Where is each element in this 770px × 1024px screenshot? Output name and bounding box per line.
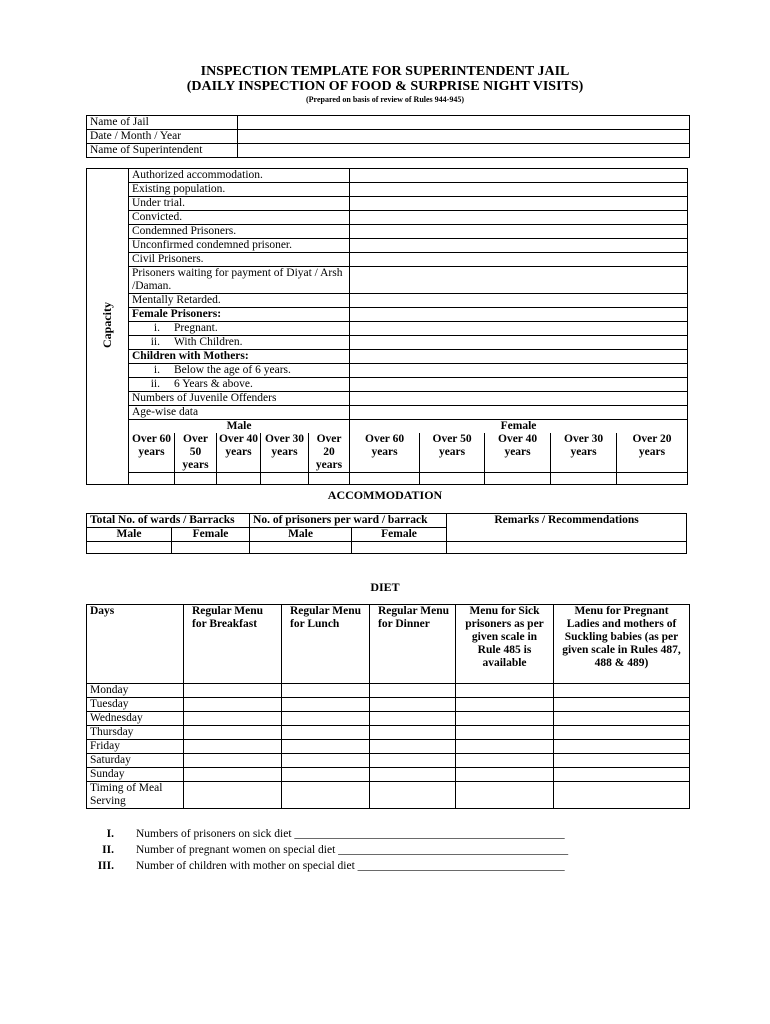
diet-input-cell[interactable] bbox=[282, 726, 370, 740]
male-age-header: Over 40 years bbox=[217, 433, 261, 473]
diet-input-cell[interactable] bbox=[370, 782, 456, 809]
diet-input-cell[interactable] bbox=[370, 712, 456, 726]
capacity-table bbox=[86, 168, 688, 485]
age-value-cell[interactable] bbox=[175, 473, 217, 485]
diet-input-cell[interactable] bbox=[184, 768, 282, 782]
diet-column-header: Regular Menu for Breakfast bbox=[184, 605, 282, 684]
input-cell[interactable] bbox=[352, 542, 447, 554]
footer-list bbox=[86, 826, 686, 874]
diet-input-cell[interactable] bbox=[370, 754, 456, 768]
capacity-row-label bbox=[129, 322, 350, 336]
male-group-header: Male bbox=[129, 420, 350, 434]
capacity-label-cell bbox=[87, 169, 129, 485]
row-text: Condemned Prisoners. bbox=[132, 225, 237, 237]
diet-input-cell[interactable] bbox=[184, 726, 282, 740]
diet-day-label: Monday bbox=[87, 684, 184, 698]
rules-note: (Prepared on basis of review of Rules 944-945) bbox=[306, 95, 464, 104]
capacity-row-label bbox=[129, 308, 350, 322]
capacity-row-label bbox=[129, 225, 350, 239]
female-group-header: Female bbox=[350, 420, 688, 434]
info-label: Date / Month / Year bbox=[87, 130, 238, 144]
capacity-row-label bbox=[129, 239, 350, 253]
prisoners-per-ward-header: No. of prisoners per ward / barrack bbox=[250, 514, 447, 528]
capacity-row-label bbox=[129, 267, 350, 294]
diet-column-header: Regular Menu for Dinner bbox=[370, 605, 456, 684]
age-value-cell[interactable] bbox=[350, 473, 420, 485]
diet-day-label: Timing of Meal Serving bbox=[87, 782, 184, 809]
diet-input-cell[interactable] bbox=[282, 684, 370, 698]
diet-input-cell[interactable] bbox=[184, 684, 282, 698]
diet-day-label: Tuesday bbox=[87, 698, 184, 712]
row-number: ii. bbox=[150, 336, 160, 348]
female-header: Female bbox=[172, 528, 250, 542]
capacity-row-label bbox=[129, 378, 350, 392]
row-text: Existing population. bbox=[132, 183, 226, 195]
age-value-cell[interactable] bbox=[485, 473, 551, 485]
diet-input-cell[interactable] bbox=[456, 754, 554, 768]
remarks-header: Remarks / Recommendations bbox=[447, 514, 687, 542]
capacity-value-cell[interactable] bbox=[350, 406, 688, 420]
capacity-value-cell[interactable] bbox=[350, 294, 688, 308]
diet-input-cell[interactable] bbox=[456, 740, 554, 754]
capacity-value-cell[interactable] bbox=[350, 364, 688, 378]
age-value-cell[interactable] bbox=[261, 473, 309, 485]
diet-input-cell[interactable] bbox=[554, 726, 690, 740]
diet-input-cell[interactable] bbox=[456, 712, 554, 726]
accommodation-table bbox=[86, 513, 687, 554]
footer-item bbox=[86, 858, 686, 874]
item-number: I. bbox=[106, 828, 114, 840]
capacity-value-cell[interactable] bbox=[350, 350, 688, 364]
capacity-value-cell[interactable] bbox=[350, 253, 688, 267]
capacity-value-cell[interactable] bbox=[350, 322, 688, 336]
diet-input-cell[interactable] bbox=[370, 726, 456, 740]
capacity-row-label bbox=[129, 350, 350, 364]
row-text: Female Prisoners: bbox=[132, 308, 222, 320]
female-age-header: Over 50 years bbox=[420, 433, 485, 473]
diet-input-cell[interactable] bbox=[554, 740, 690, 754]
item-number: III. bbox=[97, 860, 114, 872]
diet-input-cell[interactable] bbox=[282, 782, 370, 809]
input-cell[interactable] bbox=[447, 542, 687, 554]
row-text: Pregnant. bbox=[174, 322, 218, 334]
diet-input-cell[interactable] bbox=[370, 698, 456, 712]
diet-input-cell[interactable] bbox=[282, 740, 370, 754]
diet-input-cell[interactable] bbox=[456, 684, 554, 698]
capacity-row-label bbox=[129, 211, 350, 225]
item-number: II. bbox=[102, 844, 114, 856]
diet-day-label: Saturday bbox=[87, 754, 184, 768]
diet-input-cell[interactable] bbox=[456, 782, 554, 809]
diet-input-cell[interactable] bbox=[456, 768, 554, 782]
info-value-cell[interactable] bbox=[238, 144, 690, 158]
male-header: Male bbox=[250, 528, 352, 542]
diet-column-header: Menu for Pregnant Ladies and mothers of Suckling babies (as per given scale in Rules 487, 488 & 489) bbox=[554, 605, 690, 684]
input-cell[interactable] bbox=[87, 542, 172, 554]
capacity-value-cell[interactable] bbox=[350, 336, 688, 350]
capacity-row-label bbox=[129, 253, 350, 267]
male-age-header: Over 20 years bbox=[309, 433, 350, 473]
male-age-header: Over 30 years bbox=[261, 433, 309, 473]
diet-input-cell[interactable] bbox=[282, 754, 370, 768]
capacity-row-label bbox=[129, 406, 350, 420]
item-text[interactable]: Numbers of prisoners on sick diet _______________________________________________ bbox=[136, 828, 565, 840]
female-header: Female bbox=[352, 528, 447, 542]
diet-day-label: Friday bbox=[87, 740, 184, 754]
age-value-cell[interactable] bbox=[551, 473, 617, 485]
capacity-value-cell[interactable] bbox=[350, 267, 688, 294]
info-table bbox=[86, 115, 690, 158]
capacity-value-cell[interactable] bbox=[350, 308, 688, 322]
capacity-row-label bbox=[129, 392, 350, 406]
info-label: Name of Jail bbox=[87, 116, 238, 130]
capacity-value-cell[interactable] bbox=[350, 378, 688, 392]
input-cell[interactable] bbox=[172, 542, 250, 554]
male-age-header: Over 60 years bbox=[129, 433, 175, 473]
age-value-cell[interactable] bbox=[217, 473, 261, 485]
row-text: Children with Mothers: bbox=[132, 350, 249, 362]
item-text[interactable]: Number of pregnant women on special diet ________________________________________ bbox=[136, 844, 569, 856]
diet-input-cell[interactable] bbox=[370, 768, 456, 782]
diet-day-label: Sunday bbox=[87, 768, 184, 782]
female-age-header: Over 40 years bbox=[485, 433, 551, 473]
wards-header: Total No. of wards / Barracks bbox=[87, 514, 250, 528]
info-label: Name of Superintendent bbox=[87, 144, 238, 158]
capacity-row-label bbox=[129, 169, 350, 183]
diet-day-label: Wednesday bbox=[87, 712, 184, 726]
accommodation-heading: ACCOMMODATION bbox=[327, 488, 443, 502]
row-text: Prisoners waiting for payment of Diyat / Arsh /Daman. bbox=[132, 267, 343, 292]
diet-input-cell[interactable] bbox=[554, 782, 690, 809]
diet-input-cell[interactable] bbox=[184, 712, 282, 726]
footer-item bbox=[86, 842, 686, 858]
row-number: ii. bbox=[150, 378, 160, 390]
row-text: Numbers of Juvenile Offenders bbox=[132, 392, 277, 404]
capacity-value-cell[interactable] bbox=[350, 197, 688, 211]
diet-heading: DIET bbox=[370, 580, 400, 594]
age-value-cell[interactable] bbox=[129, 473, 175, 485]
footer-item bbox=[86, 826, 686, 842]
capacity-value-cell[interactable] bbox=[350, 169, 688, 183]
diet-input-cell[interactable] bbox=[184, 740, 282, 754]
capacity-row-label bbox=[129, 364, 350, 378]
diet-input-cell[interactable] bbox=[282, 768, 370, 782]
diet-input-cell[interactable] bbox=[554, 698, 690, 712]
row-text: Age-wise data bbox=[132, 406, 199, 418]
info-value-cell[interactable] bbox=[238, 130, 690, 144]
capacity-value-cell[interactable] bbox=[350, 392, 688, 406]
diet-input-cell[interactable] bbox=[554, 768, 690, 782]
diet-input-cell[interactable] bbox=[554, 684, 690, 698]
row-number: i. bbox=[153, 364, 160, 376]
female-age-header: Over 20 years bbox=[617, 433, 688, 473]
diet-input-cell[interactable] bbox=[554, 754, 690, 768]
diet-input-cell[interactable] bbox=[184, 782, 282, 809]
diet-input-cell[interactable] bbox=[184, 698, 282, 712]
diet-input-cell[interactable] bbox=[370, 740, 456, 754]
capacity-label: Capacity bbox=[100, 301, 114, 348]
male-header: Male bbox=[87, 528, 172, 542]
info-value-cell[interactable] bbox=[238, 116, 690, 130]
capacity-row-label bbox=[129, 197, 350, 211]
diet-input-cell[interactable] bbox=[456, 726, 554, 740]
capacity-value-cell[interactable] bbox=[350, 239, 688, 253]
page-title: INSPECTION TEMPLATE FOR SUPERINTENDENT JAIL bbox=[200, 64, 570, 79]
row-text: Civil Prisoners. bbox=[132, 253, 204, 265]
row-text: Mentally Retarded. bbox=[132, 294, 221, 306]
capacity-value-cell[interactable] bbox=[350, 211, 688, 225]
female-age-header: Over 30 years bbox=[551, 433, 617, 473]
capacity-row-label bbox=[129, 294, 350, 308]
diet-input-cell[interactable] bbox=[282, 712, 370, 726]
capacity-row-label bbox=[129, 183, 350, 197]
diet-input-cell[interactable] bbox=[456, 698, 554, 712]
diet-column-header: Days bbox=[87, 605, 184, 684]
diet-column-header: Regular Menu for Lunch bbox=[282, 605, 370, 684]
age-value-cell[interactable] bbox=[309, 473, 350, 485]
row-text: Authorized accommodation. bbox=[132, 169, 263, 181]
diet-column-header: Menu for Sick prisoners as per given scale in Rule 485 is available bbox=[456, 605, 554, 684]
female-age-header: Over 60 years bbox=[350, 433, 420, 473]
row-text: Under trial. bbox=[132, 197, 186, 209]
age-value-cell[interactable] bbox=[617, 473, 688, 485]
diet-input-cell[interactable] bbox=[370, 684, 456, 698]
diet-input-cell[interactable] bbox=[282, 698, 370, 712]
diet-table bbox=[86, 604, 690, 809]
age-value-cell[interactable] bbox=[420, 473, 485, 485]
capacity-value-cell[interactable] bbox=[350, 183, 688, 197]
page-subtitle: (DAILY INSPECTION OF FOOD & SURPRISE NIGHT VISITS) bbox=[186, 79, 584, 94]
diet-input-cell[interactable] bbox=[184, 754, 282, 768]
input-cell[interactable] bbox=[250, 542, 352, 554]
item-text[interactable]: Number of children with mother on special diet ____________________________________ bbox=[136, 860, 565, 872]
male-age-header: Over 50 years bbox=[175, 433, 217, 473]
diet-input-cell[interactable] bbox=[554, 712, 690, 726]
row-text: Below the age of 6 years. bbox=[174, 364, 291, 376]
capacity-value-cell[interactable] bbox=[350, 225, 688, 239]
row-number: i. bbox=[153, 322, 160, 334]
row-text: With Children. bbox=[174, 336, 243, 348]
diet-day-label: Thursday bbox=[87, 726, 184, 740]
row-text: Unconfirmed condemned prisoner. bbox=[132, 239, 292, 251]
row-text: 6 Years & above. bbox=[174, 378, 253, 390]
capacity-row-label bbox=[129, 336, 350, 350]
row-text: Convicted. bbox=[132, 211, 183, 223]
